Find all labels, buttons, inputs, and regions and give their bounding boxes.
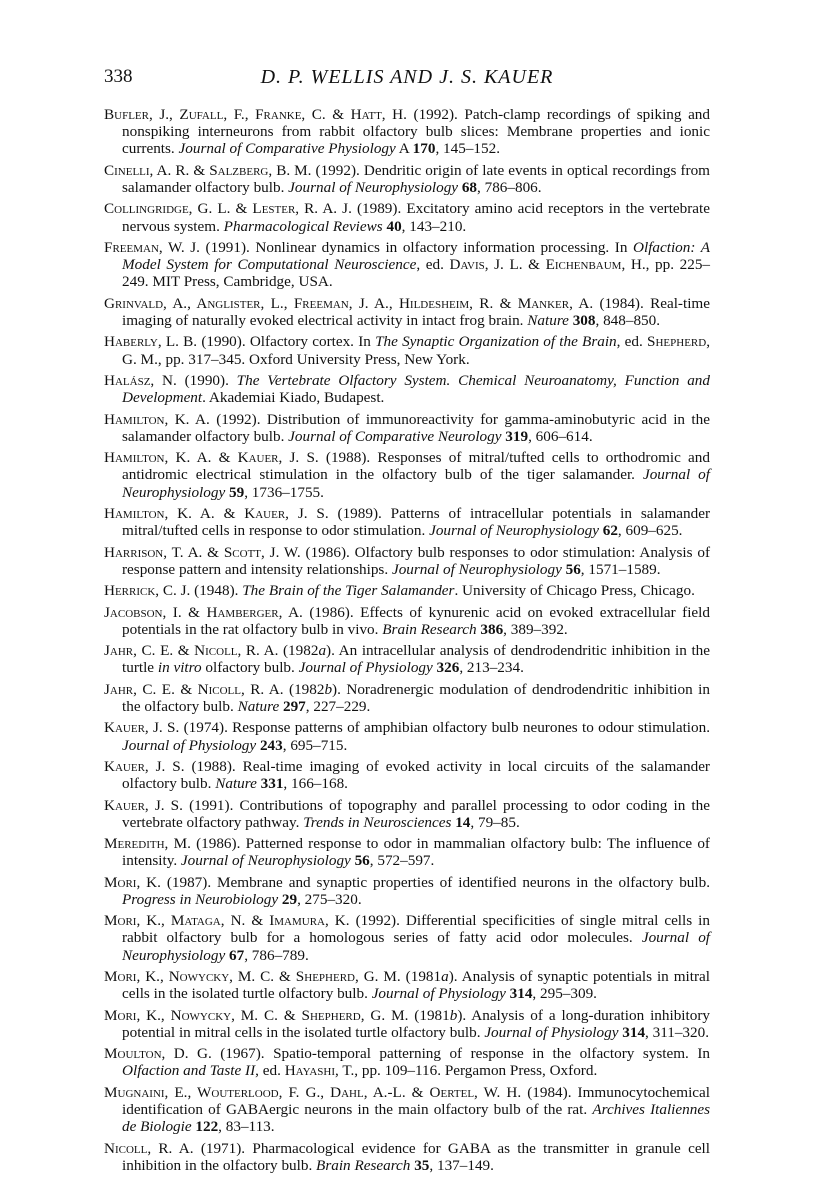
reference-text: (1992). Dendritic origin of late events in optical recordings from salamander olfactory bulb. [122, 161, 710, 196]
reference-text: , pp. 317–345. Oxford University Press, New York. [157, 350, 470, 368]
reference-text: (1971). Pharmacological evidence for GABA as the transmitter in granule cell inhibition in the olfactory bulb. [122, 1139, 710, 1174]
reference-entry [104, 719, 710, 753]
reference-text: (1986). Olfactory bulb responses to odor stimulation: Analysis of response pattern and intensity relationships. [122, 543, 710, 578]
reference-volume: 62 [602, 522, 618, 540]
reference-text: (1967). Spatio-temporal patterning of response in the olfactory system. In [211, 1045, 710, 1063]
reference-authors: Mori, K., Mataga, N. & Imamura, K. [104, 912, 350, 930]
reference-volume: 386 [480, 620, 504, 638]
reference-volume: 297 [282, 697, 306, 715]
reference-text: (1990). [176, 371, 237, 389]
reference-authors: Herrick, C. J. [104, 582, 191, 600]
reference-entry [104, 239, 710, 291]
reference-italic: Trends in Neurosciences [303, 813, 452, 831]
reference-italic: Olfaction: A Model System for Computational Neuroscience [122, 238, 710, 274]
reference-entry [104, 835, 710, 869]
reference-italic: Brain Research [382, 620, 477, 638]
reference-entry [104, 1084, 710, 1136]
reference-text: (1992). Differential specificities of single mitral cells in rabbit olfactory bulb for a homologous series of fatty acid odor molecules. [122, 912, 710, 947]
reference-entry [104, 372, 710, 406]
reference-volume: 122 [195, 1118, 219, 1136]
reference-volume: 319 [505, 427, 529, 445]
reference-text: (1992). Patch-clamp recordings of spiking and nonspiking interneurons from rabbit olfactory bulb slices: Membrane properties and ionic currents. [122, 106, 710, 158]
reference-authors: Harrison, T. A. & Scott, J. W. [104, 543, 301, 561]
reference-authors: Hamilton, K. A. [104, 410, 210, 428]
reference-text: (1984). Real-time imaging of naturally evoked electrical activity in intact frog brain. [122, 294, 710, 329]
reference-text: , 695–715. [282, 736, 348, 754]
reference-entry [104, 968, 710, 1002]
reference-italic: Journal of Neurophysiology [429, 522, 599, 540]
reference-text: , 786–789. [244, 946, 309, 964]
reference-authors: Jahr, C. E. & Nicoll, R. A. [104, 642, 279, 660]
reference-text: , 1571–1589. [580, 560, 661, 578]
reference-authors: Davis, J. L. & Eichenbaum, H. [449, 256, 646, 274]
reference-volume: 68 [461, 179, 478, 196]
reference-italic: a [441, 968, 449, 986]
reference-text: (1982 [278, 642, 319, 660]
reference-text: (1989). Patterns of intracellular potentials in salamander mitral/tufted cells in response to odor stimulation. [122, 504, 710, 540]
reference-authors: Meredith, M. [104, 835, 191, 853]
reference-text: , 213–234. [459, 659, 524, 677]
reference-italic: The Brain of the Tiger Salamander [242, 582, 455, 600]
reference-text: , ed. [255, 1062, 285, 1080]
reference-authors: Jacobson, I. & Hamberger, A. [104, 603, 303, 621]
reference-text: , 1736–1755. [244, 483, 324, 501]
reference-authors: Nicoll, R. A. [104, 1139, 194, 1157]
reference-text: , pp. 109–116. Pergamon Press, Oxford. [354, 1062, 598, 1080]
reference-authors: Haberly, L. B. [104, 333, 198, 351]
reference-text: , 786–806. [477, 179, 542, 196]
reference-authors: Hayashi, T. [284, 1062, 355, 1080]
reference-text: , 311–320. [645, 1023, 710, 1041]
reference-volume: 331 [260, 775, 284, 793]
reference-italic: Brain Research [316, 1156, 411, 1174]
reference-authors: Mori, K. [104, 873, 161, 891]
reference-italic: in vitro [157, 659, 202, 677]
reference-entry [104, 295, 710, 329]
reference-italic: The Synaptic Organization of the Brain [375, 333, 617, 351]
reference-italic: Journal of Neurophysiology [122, 929, 711, 964]
reference-text: (1990). Olfactory cortex. In [197, 333, 376, 351]
reference-text: , 275–320. [297, 890, 362, 908]
reference-entry [104, 449, 710, 501]
reference-authors: Hamilton, K. A. & Kauer, J. S. [104, 504, 329, 522]
reference-entry [104, 874, 710, 908]
reference-italic: Journal of Neurophysiology [122, 466, 710, 501]
reference-volume: 308 [572, 311, 596, 329]
reference-list [104, 106, 710, 1178]
reference-italic: Journal of Physiology [484, 1023, 619, 1041]
reference-volume: 59 [229, 483, 245, 501]
reference-entry [104, 1007, 710, 1041]
reference-text: (1991). Contributions of topography and parallel processing to odor coding in the vertebrate olfactory pathway. [122, 796, 710, 831]
reference-italic: Nature [527, 311, 569, 329]
reference-authors: Shepherd, G. M. [122, 333, 710, 368]
reference-entry [104, 582, 710, 599]
reference-text: ). Analysis of a long-duration inhibitory potential in mitral cells in the isolated turtle olfactory bulb. [122, 1006, 710, 1041]
reference-italic: Journal of Comparative Physiology [178, 140, 396, 158]
reference-italic: Journal of Neurophysiology [288, 179, 459, 196]
reference-volume: 29 [281, 890, 298, 908]
reference-text: , 848–850. [595, 311, 661, 329]
reference-italic: a [318, 642, 327, 660]
reference-text: , 137–149. [429, 1156, 494, 1174]
reference-volume: 326 [436, 659, 460, 677]
reference-text: ). Analysis of synaptic potentials in mitral cells in the isolated turtle olfactory bulb. [122, 968, 710, 1003]
reference-volume: 40 [386, 217, 402, 235]
reference-entry [104, 912, 710, 964]
reference-entry [104, 642, 710, 676]
reference-entry [104, 411, 710, 445]
reference-text: , 227–229. [305, 697, 371, 715]
reference-text: , ed. [616, 333, 648, 351]
reference-text: (1992). Distribution of immunoreactivity for gamma-aminobutyric acid in the salamander olfactory bulb. [122, 410, 710, 445]
reference-italic: Journal of Neurophysiology [180, 852, 351, 870]
reference-volume: 67 [229, 946, 245, 964]
reference-volume: 14 [455, 813, 471, 831]
reference-text: (1984). Immunocytochemical identification of GABAergic neurons in the main olfactory bulb of the rat. [122, 1083, 710, 1119]
reference-authors: Collingridge, G. L. & Lester, R. A. J. [104, 200, 352, 218]
reference-text: ). Noradrenergic modulation of dendrodendritic inhibition in the olfactory bulb. [122, 680, 710, 715]
reference-italic: Journal of Physiology [298, 659, 433, 677]
reference-authors: Freeman, W. J. [104, 238, 200, 256]
reference-italic: b [324, 680, 333, 698]
reference-volume: 56 [354, 852, 370, 870]
reference-text: olfactory bulb. [201, 659, 299, 677]
reference-text: (1988). Responses of mitral/tufted cells to orthodromic and antidromic electrical stimulation in the olfactory bulb of the tiger salamander. [122, 449, 710, 484]
reference-text: , ed. [416, 256, 450, 274]
reference-text: , 145–152. [435, 140, 500, 158]
reference-entry [104, 200, 710, 234]
reference-italic: b [449, 1006, 458, 1024]
reference-italic: Olfaction and Taste II [122, 1062, 256, 1080]
reference-authors: Halász, N. [104, 371, 177, 389]
reference-text: , 609–625. [617, 522, 683, 540]
reference-italic: Progress in Neurobiology [122, 890, 279, 908]
reference-text: A [395, 140, 413, 158]
reference-entry [104, 544, 710, 578]
reference-text: (1986). Effects of kynurenic acid on evoked extracellular field potentials in the rat olfactory bulb in vivo. [122, 603, 710, 638]
reference-entry [104, 505, 710, 539]
reference-authors: Mori, K., Nowycky, M. C. & Shepherd, G. M. [104, 1006, 409, 1024]
reference-italic: Pharmacological Reviews [223, 217, 383, 235]
reference-entry [104, 162, 710, 196]
reference-text: (1989). Excitatory amino acid receptors in the vertebrate nervous system. [122, 200, 711, 235]
reference-entry [104, 106, 710, 158]
reference-authors: Kauer, J. S. [104, 757, 185, 775]
reference-text: . University of Chicago Press, Chicago. [454, 582, 695, 600]
reference-authors: Kauer, J. S. [104, 719, 180, 737]
reference-italic: The Vertebrate Olfactory System. Chemical Neuroanatomy, Function and Development [122, 371, 710, 407]
reference-text: (1974). Response patterns of amphibian olfactory bulb neurones to odour stimulation. [179, 719, 710, 737]
reference-text: (1991). Nonlinear dynamics in olfactory information processing. In [199, 238, 633, 256]
reference-authors: Jahr, C. E. & Nicoll, R. A. [104, 680, 284, 698]
reference-entry [104, 681, 710, 715]
reference-text: , 143–210. [401, 217, 467, 235]
reference-italic: Nature [237, 697, 280, 715]
reference-entry [104, 797, 710, 831]
reference-authors: Hamilton, K. A. & Kauer, J. S. [104, 449, 319, 467]
reference-text: (1981 [408, 1006, 450, 1024]
reference-text: . Akademiai Kiado, Budapest. [202, 389, 385, 407]
reference-italic: Nature [215, 775, 257, 793]
reference-text: , 166–168. [283, 775, 348, 793]
reference-text: , 572–597. [369, 852, 435, 870]
reference-italic: Journal of Comparative Neurology [288, 427, 502, 445]
running-title: D. P. WELLIS AND J. S. KAUER [260, 66, 554, 88]
reference-volume: 35 [414, 1156, 430, 1174]
reference-volume: 56 [565, 560, 581, 578]
reference-text: ). An intracellular analysis of dendrodendritic inhibition in the turtle [122, 642, 710, 677]
reference-authors: Moulton, D. G. [104, 1045, 212, 1063]
reference-authors: Mori, K., Nowycky, M. C. & Shepherd, G. M. [104, 968, 401, 986]
reference-text: (1986). Patterned response to odor in mammalian olfactory bulb: The influence of intensity. [122, 835, 710, 870]
reference-text: (1988). Real-time imaging of evoked activity in local circuits of the salamander olfactory bulb. [122, 757, 710, 793]
reference-text: (1982 [283, 680, 325, 698]
reference-volume: 314 [509, 985, 533, 1003]
reference-authors: Mugnaini, E., Wouterlood, F. G., Dahl, A.-L. & Oertel, W. H. [104, 1083, 522, 1101]
reference-text: , 295–309. [532, 985, 597, 1003]
reference-text: (1981 [400, 968, 442, 986]
reference-text: (1987). Membrane and synaptic properties of identified neurons in the olfactory bulb. [160, 873, 710, 891]
reference-authors: Cinelli, A. R. & Salzberg, B. M. [104, 161, 312, 179]
page-header [104, 66, 710, 94]
page-number: 338 [104, 66, 133, 87]
reference-italic: Journal of Physiology [122, 736, 257, 754]
reference-italic: Journal of Neurophysiology [391, 560, 562, 578]
reference-volume: 243 [259, 736, 283, 754]
reference-italic: Journal of Physiology [371, 985, 506, 1003]
reference-entry [104, 604, 710, 638]
reference-text: , 79–85. [470, 813, 520, 831]
reference-text: , 389–392. [503, 620, 568, 638]
reference-text: , pp. 225–249. MIT Press, Cambridge, USA. [122, 256, 710, 291]
reference-entry [104, 1045, 710, 1079]
reference-entry [104, 1140, 710, 1174]
reference-authors: Bufler, J., Zufall, F., Franke, C. & Hatt, H. [104, 106, 407, 123]
reference-text: (1948). [190, 582, 243, 600]
reference-volume: 314 [622, 1023, 646, 1041]
reference-text: , 606–614. [528, 427, 593, 445]
reference-authors: Grinvald, A., Anglister, L., Freeman, J. A., Hildesheim, R. & Manker, A. [104, 294, 594, 312]
reference-volume: 170 [412, 140, 436, 158]
reference-entry [104, 758, 710, 792]
reference-italic: Archives Italiennes de Biologie [122, 1101, 710, 1136]
reference-entry [104, 333, 710, 367]
reference-text: , 83–113. [218, 1118, 275, 1136]
reference-authors: Kauer, J. S. [104, 796, 183, 814]
